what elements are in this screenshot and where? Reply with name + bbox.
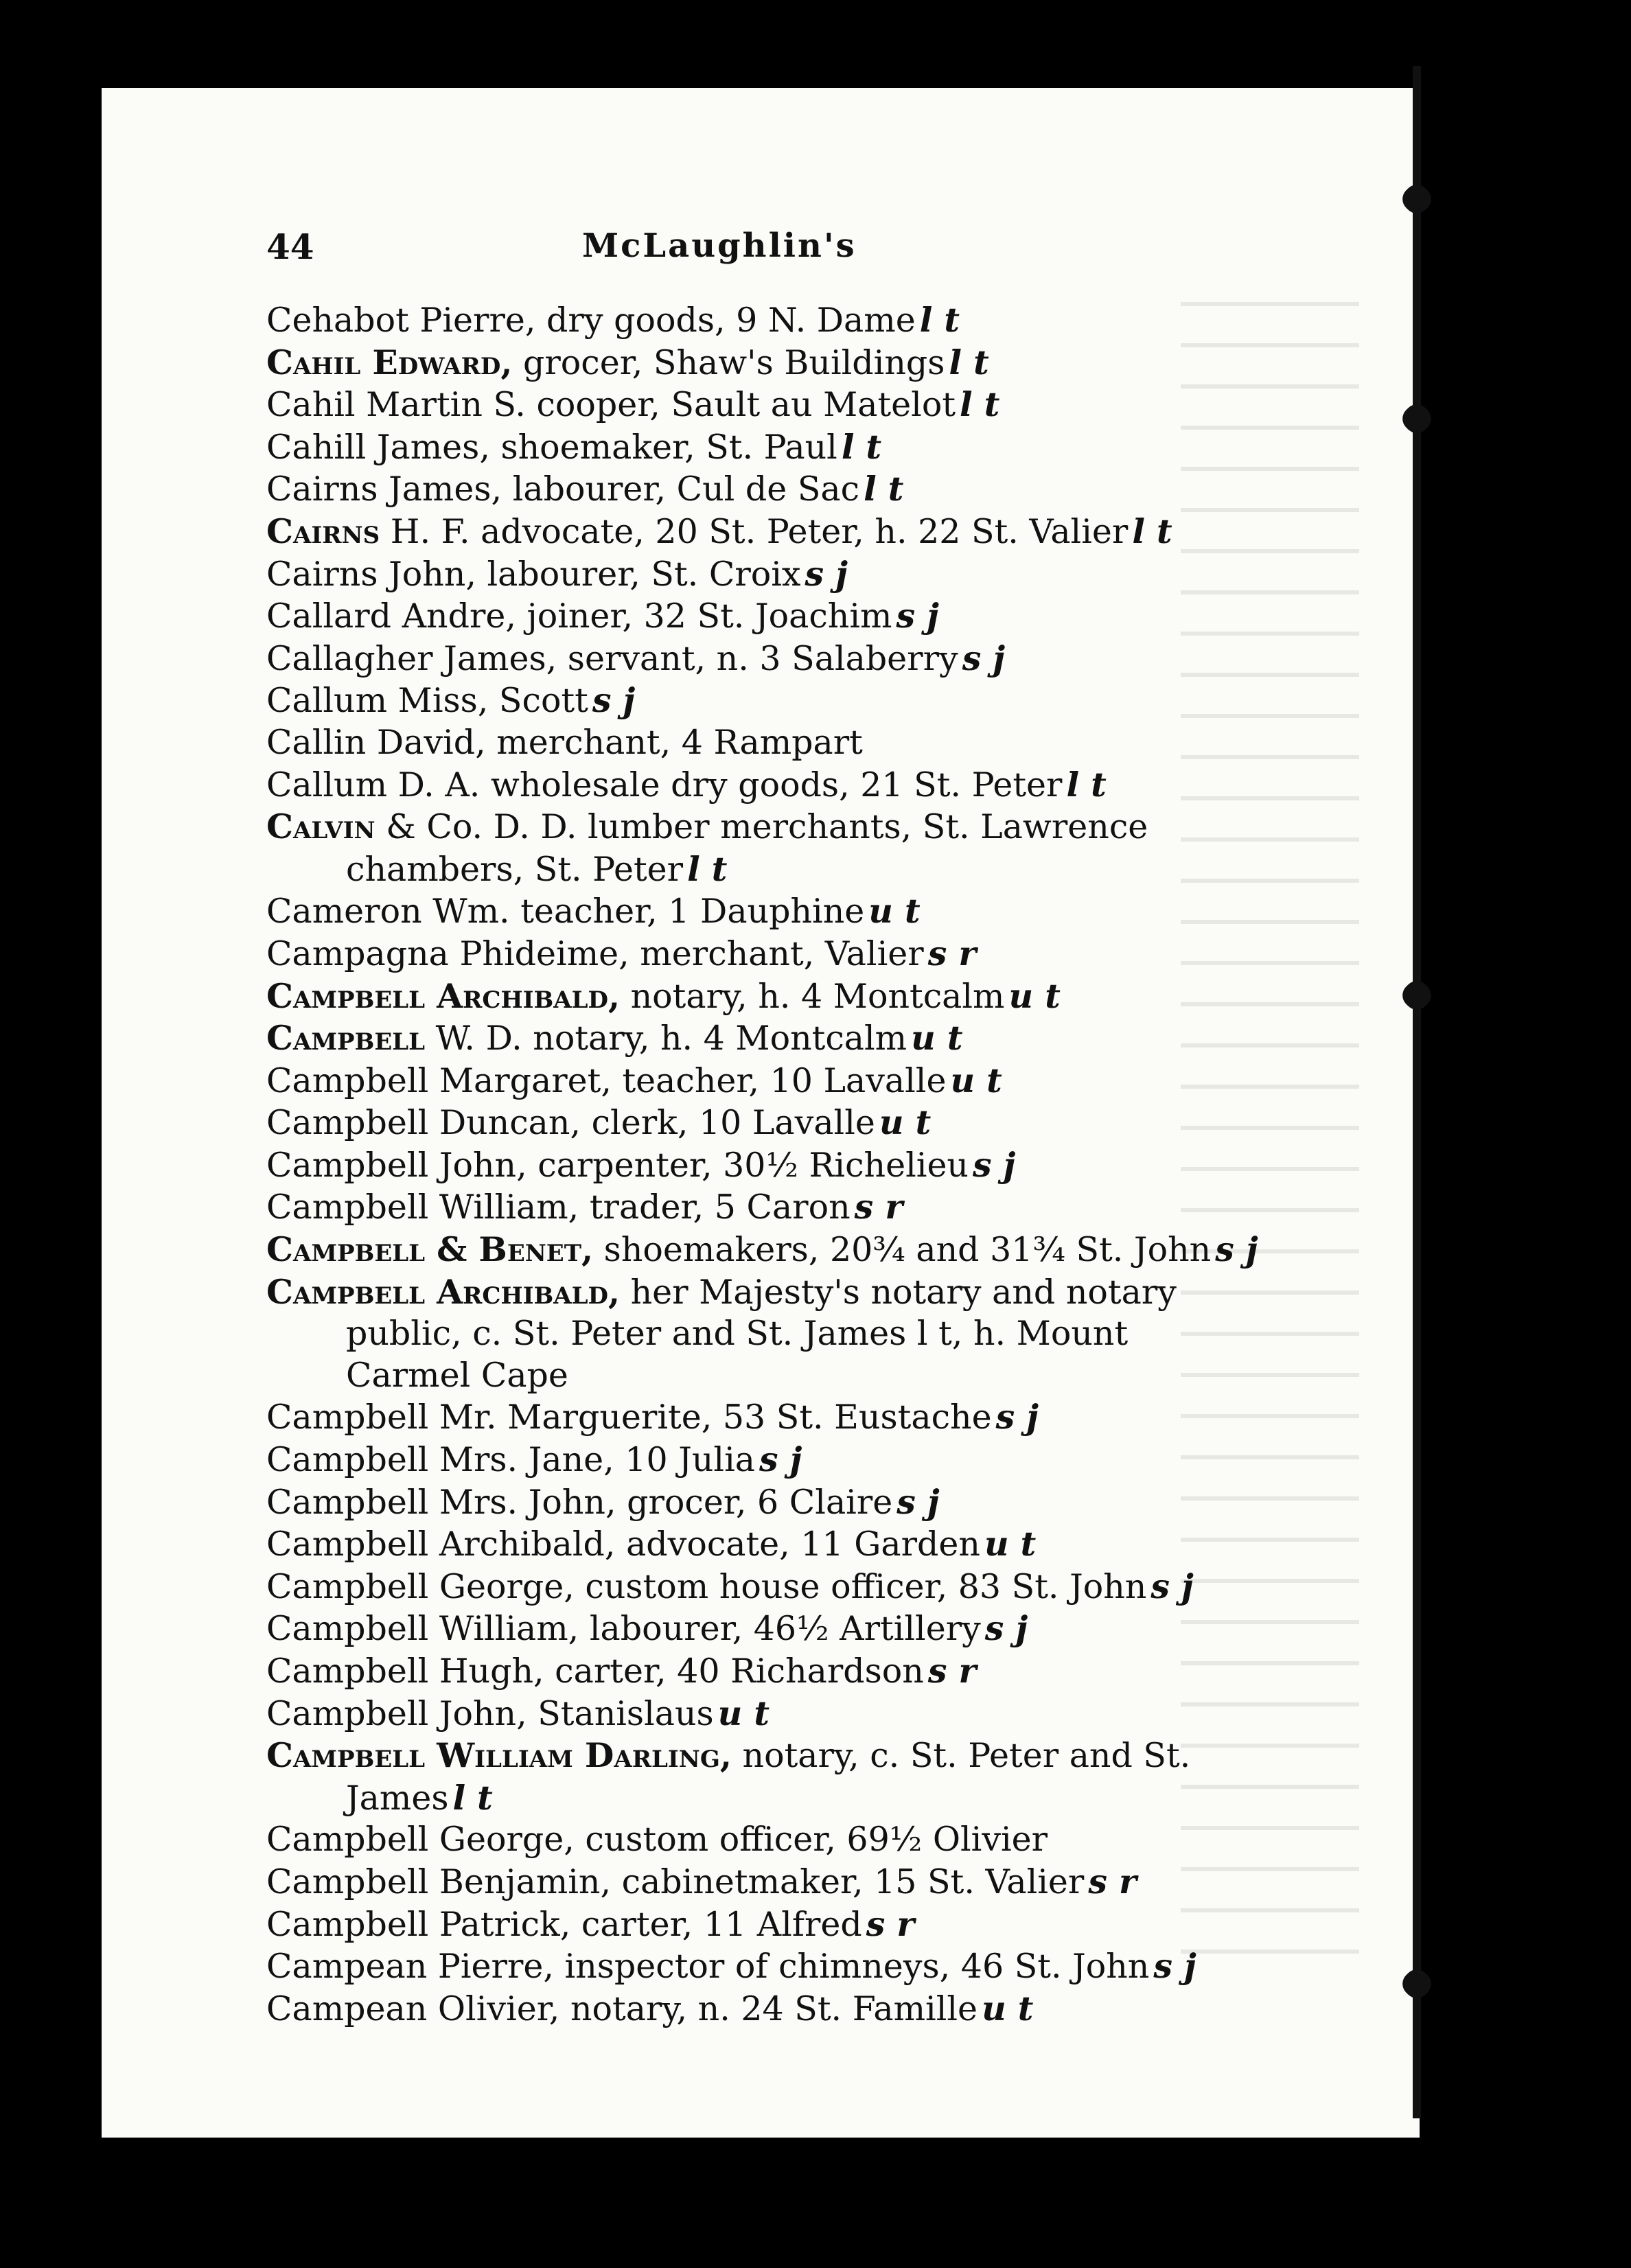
location-code: s j: [973, 1144, 1016, 1185]
entry-text: public, c. St. Peter and St. James l t, h. Mount: [346, 1314, 1129, 1354]
directory-entry: [266, 1693, 1337, 1735]
entry-text: Cahil Martin S. cooper, Sault au Matelot: [266, 385, 956, 425]
directory-entry: [266, 1439, 1337, 1481]
scan-background: [1421, 66, 1631, 2187]
directory-entry: [266, 806, 1337, 890]
entry-text: Campean Olivier, notary, n. 24 St. Famille: [266, 1989, 978, 2028]
entry-text: her Majesty's notary and notary: [620, 1272, 1177, 1312]
entry-name: Campbell: [266, 1018, 426, 1058]
location-code: s j: [897, 1481, 940, 1522]
location-code: l t: [864, 469, 904, 509]
location-code: u t: [950, 1060, 1002, 1100]
entry-text: Campbell Mr. Marguerite, 53 St. Eustache: [266, 1398, 992, 1437]
location-code: s j: [1150, 1566, 1194, 1606]
entry-name: Campbell Archibald,: [266, 975, 621, 1016]
location-code: l t: [841, 426, 882, 467]
directory-entry: [266, 1903, 1337, 1946]
location-code: s r: [1088, 1861, 1137, 1901]
directory-entry: [266, 680, 1337, 722]
location-code: s j: [984, 1608, 1028, 1649]
page-number: 44: [266, 227, 314, 267]
location-code: l t: [687, 848, 728, 889]
location-code: l t: [949, 342, 989, 382]
entry-name: Cahil Edward,: [266, 342, 513, 382]
directory-entry: [266, 1650, 1337, 1693]
location-code: l t: [919, 300, 960, 340]
entry-text: W. D. notary, h. 4 Montcalm: [425, 1019, 907, 1058]
entry-text: Callum Miss, Scott: [266, 681, 588, 721]
directory-entry: [266, 1186, 1337, 1229]
directory-entry: [266, 638, 1337, 680]
entry-text: Campbell Patrick, carter, 11 Alfred: [266, 1904, 862, 1944]
directory-entry: [266, 1229, 1337, 1271]
entry-text: Campbell John, Stanislaus: [266, 1693, 714, 1733]
location-code: u t: [879, 1102, 932, 1143]
directory-entry: [266, 1017, 1337, 1060]
location-code: u t: [717, 1693, 770, 1733]
entry-text: Callard Andre, joiner, 32 St. Joachim: [266, 597, 892, 636]
entry-text: Campbell Hugh, carter, 40 Richardson: [266, 1652, 924, 1691]
location-code: s r: [927, 1651, 977, 1691]
directory-entry: [266, 975, 1337, 1018]
directory-entry: [266, 1861, 1337, 1903]
entry-text: Campbell George, custom house officer, 83 St. John: [266, 1566, 1147, 1606]
entry-text: Campbell John, carpenter, 30½ Richelieu: [266, 1145, 969, 1185]
entry-text: Campbell Margaret, teacher, 10 Lavalle: [266, 1061, 947, 1100]
entry-text: grocer, Shaw's Buildings: [512, 343, 945, 382]
location-code: u t: [911, 1018, 963, 1058]
entry-name: Campbell Archibald,: [266, 1271, 621, 1312]
directory-entry: [266, 1102, 1337, 1144]
entry-continuation: [266, 1777, 1337, 1820]
directory-entry: [266, 1735, 1337, 1819]
binding-edge: [1413, 66, 1421, 2118]
entry-continuation: [266, 1313, 1337, 1355]
entry-text: Campbell Benjamin, cabinetmaker, 15 St. Valier: [266, 1862, 1085, 1901]
directory-entry: [266, 1988, 1337, 2030]
entry-text: Campbell George, custom officer, 69½ Olivier: [266, 1820, 1048, 1860]
directory-entry: [266, 1060, 1337, 1102]
location-code: s j: [1215, 1229, 1258, 1270]
entry-text: Campbell Mrs. Jane, 10 Julia: [266, 1440, 755, 1480]
directory-entry: [266, 553, 1337, 596]
directory-entry: [266, 384, 1337, 426]
entry-text: Campbell Archibald, advocate, 11 Garden: [266, 1525, 980, 1564]
location-code: s j: [962, 638, 1006, 678]
directory-entry: [266, 722, 1337, 764]
directory-entry: [266, 1945, 1337, 1988]
location-code: s j: [592, 680, 636, 721]
directory-entry: [266, 1396, 1337, 1439]
location-code: s j: [995, 1397, 1039, 1437]
entry-text: notary, c. St. Peter and St.: [731, 1736, 1191, 1776]
entry-text: Campean Pierre, inspector of chimneys, 46 St. John: [266, 1947, 1150, 1987]
entry-text: H. F. advocate, 20 St. Peter, h. 22 St. Valier: [380, 511, 1129, 551]
directory-entry: [266, 1566, 1337, 1608]
entry-text: shoemakers, 20¾ and 31¾ St. John: [593, 1230, 1212, 1270]
entry-continuation: [266, 848, 1337, 891]
directory-entry: [266, 511, 1337, 553]
entry-text: Campbell Mrs. John, grocer, 6 Claire: [266, 1482, 893, 1522]
location-code: u t: [1008, 975, 1061, 1016]
entry-continuation: Carmel Cape: [346, 1355, 568, 1395]
entry-name: Cairns: [266, 511, 380, 551]
location-code: s r: [927, 933, 977, 973]
entry-text: Campbell William, labourer, 46½ Artillery: [266, 1609, 981, 1649]
directory-entry: [266, 1523, 1337, 1566]
location-code: l t: [452, 1777, 493, 1818]
entry-name: Campbell & Benet,: [266, 1229, 594, 1270]
entry-text: Cahill James, shoemaker, St. Paul: [266, 427, 837, 467]
entry-text: & Co. D. D. lumber merchants, St. Lawrence: [375, 807, 1148, 847]
directory-entry: [266, 468, 1337, 511]
entry-text: Campbell William, trader, 5 Caron: [266, 1188, 851, 1227]
entry-text: chambers, St. Peter: [346, 849, 684, 889]
entry-name: Campbell William Darling,: [266, 1735, 732, 1776]
directory-entry: [266, 426, 1337, 469]
location-code: s j: [805, 553, 848, 594]
entry-text: Campagna Phideime, merchant, Valier: [266, 934, 924, 973]
entry-text: Cehabot Pierre, dry goods, 9 N. Dame: [266, 301, 916, 340]
entry-text: Callagher James, servant, n. 3 Salaberry: [266, 638, 958, 678]
location-code: l t: [960, 384, 1000, 425]
location-code: u t: [984, 1524, 1037, 1564]
directory-entry: [266, 595, 1337, 638]
location-code: u t: [868, 891, 921, 931]
location-code: s r: [866, 1903, 915, 1944]
entry-name: Calvin: [266, 807, 375, 847]
entry-text: James: [346, 1778, 449, 1818]
directory-entry: [266, 342, 1337, 384]
location-code: l t: [1066, 764, 1107, 805]
directory-entry: [266, 299, 1337, 342]
directory-entry: [266, 1271, 1337, 1397]
directory-entry: [266, 890, 1337, 933]
location-code: u t: [982, 1988, 1034, 2028]
entry-text: Cairns John, labourer, St. Croix: [266, 554, 801, 594]
location-code: s j: [896, 596, 939, 636]
directory-entry: [266, 1144, 1337, 1187]
entry-text: Cameron Wm. teacher, 1 Dauphine: [266, 892, 865, 931]
directory-entries: [266, 299, 1337, 2030]
directory-entry: [266, 1819, 1337, 1861]
entry-text: Callin David, merchant, 4 Rampart: [266, 722, 863, 762]
directory-entry: [266, 933, 1337, 975]
page-header: [266, 227, 1310, 275]
directory-entry: [266, 764, 1337, 807]
entry-text: Campbell Duncan, clerk, 10 Lavalle: [266, 1103, 875, 1143]
location-code: l t: [1132, 511, 1172, 551]
entry-text: notary, h. 4 Montcalm: [620, 976, 1005, 1016]
running-head: McLaughlin's: [582, 227, 857, 265]
directory-entry: [266, 1481, 1337, 1524]
location-code: s j: [1153, 1946, 1196, 1987]
entry-text: Cairns James, labourer, Cul de Sac: [266, 470, 860, 509]
entry-text: Callum D. A. wholesale dry goods, 21 St. Peter: [266, 765, 1063, 805]
location-code: s r: [854, 1187, 903, 1227]
location-code: s j: [759, 1439, 802, 1480]
directory-entry: [266, 1608, 1337, 1650]
